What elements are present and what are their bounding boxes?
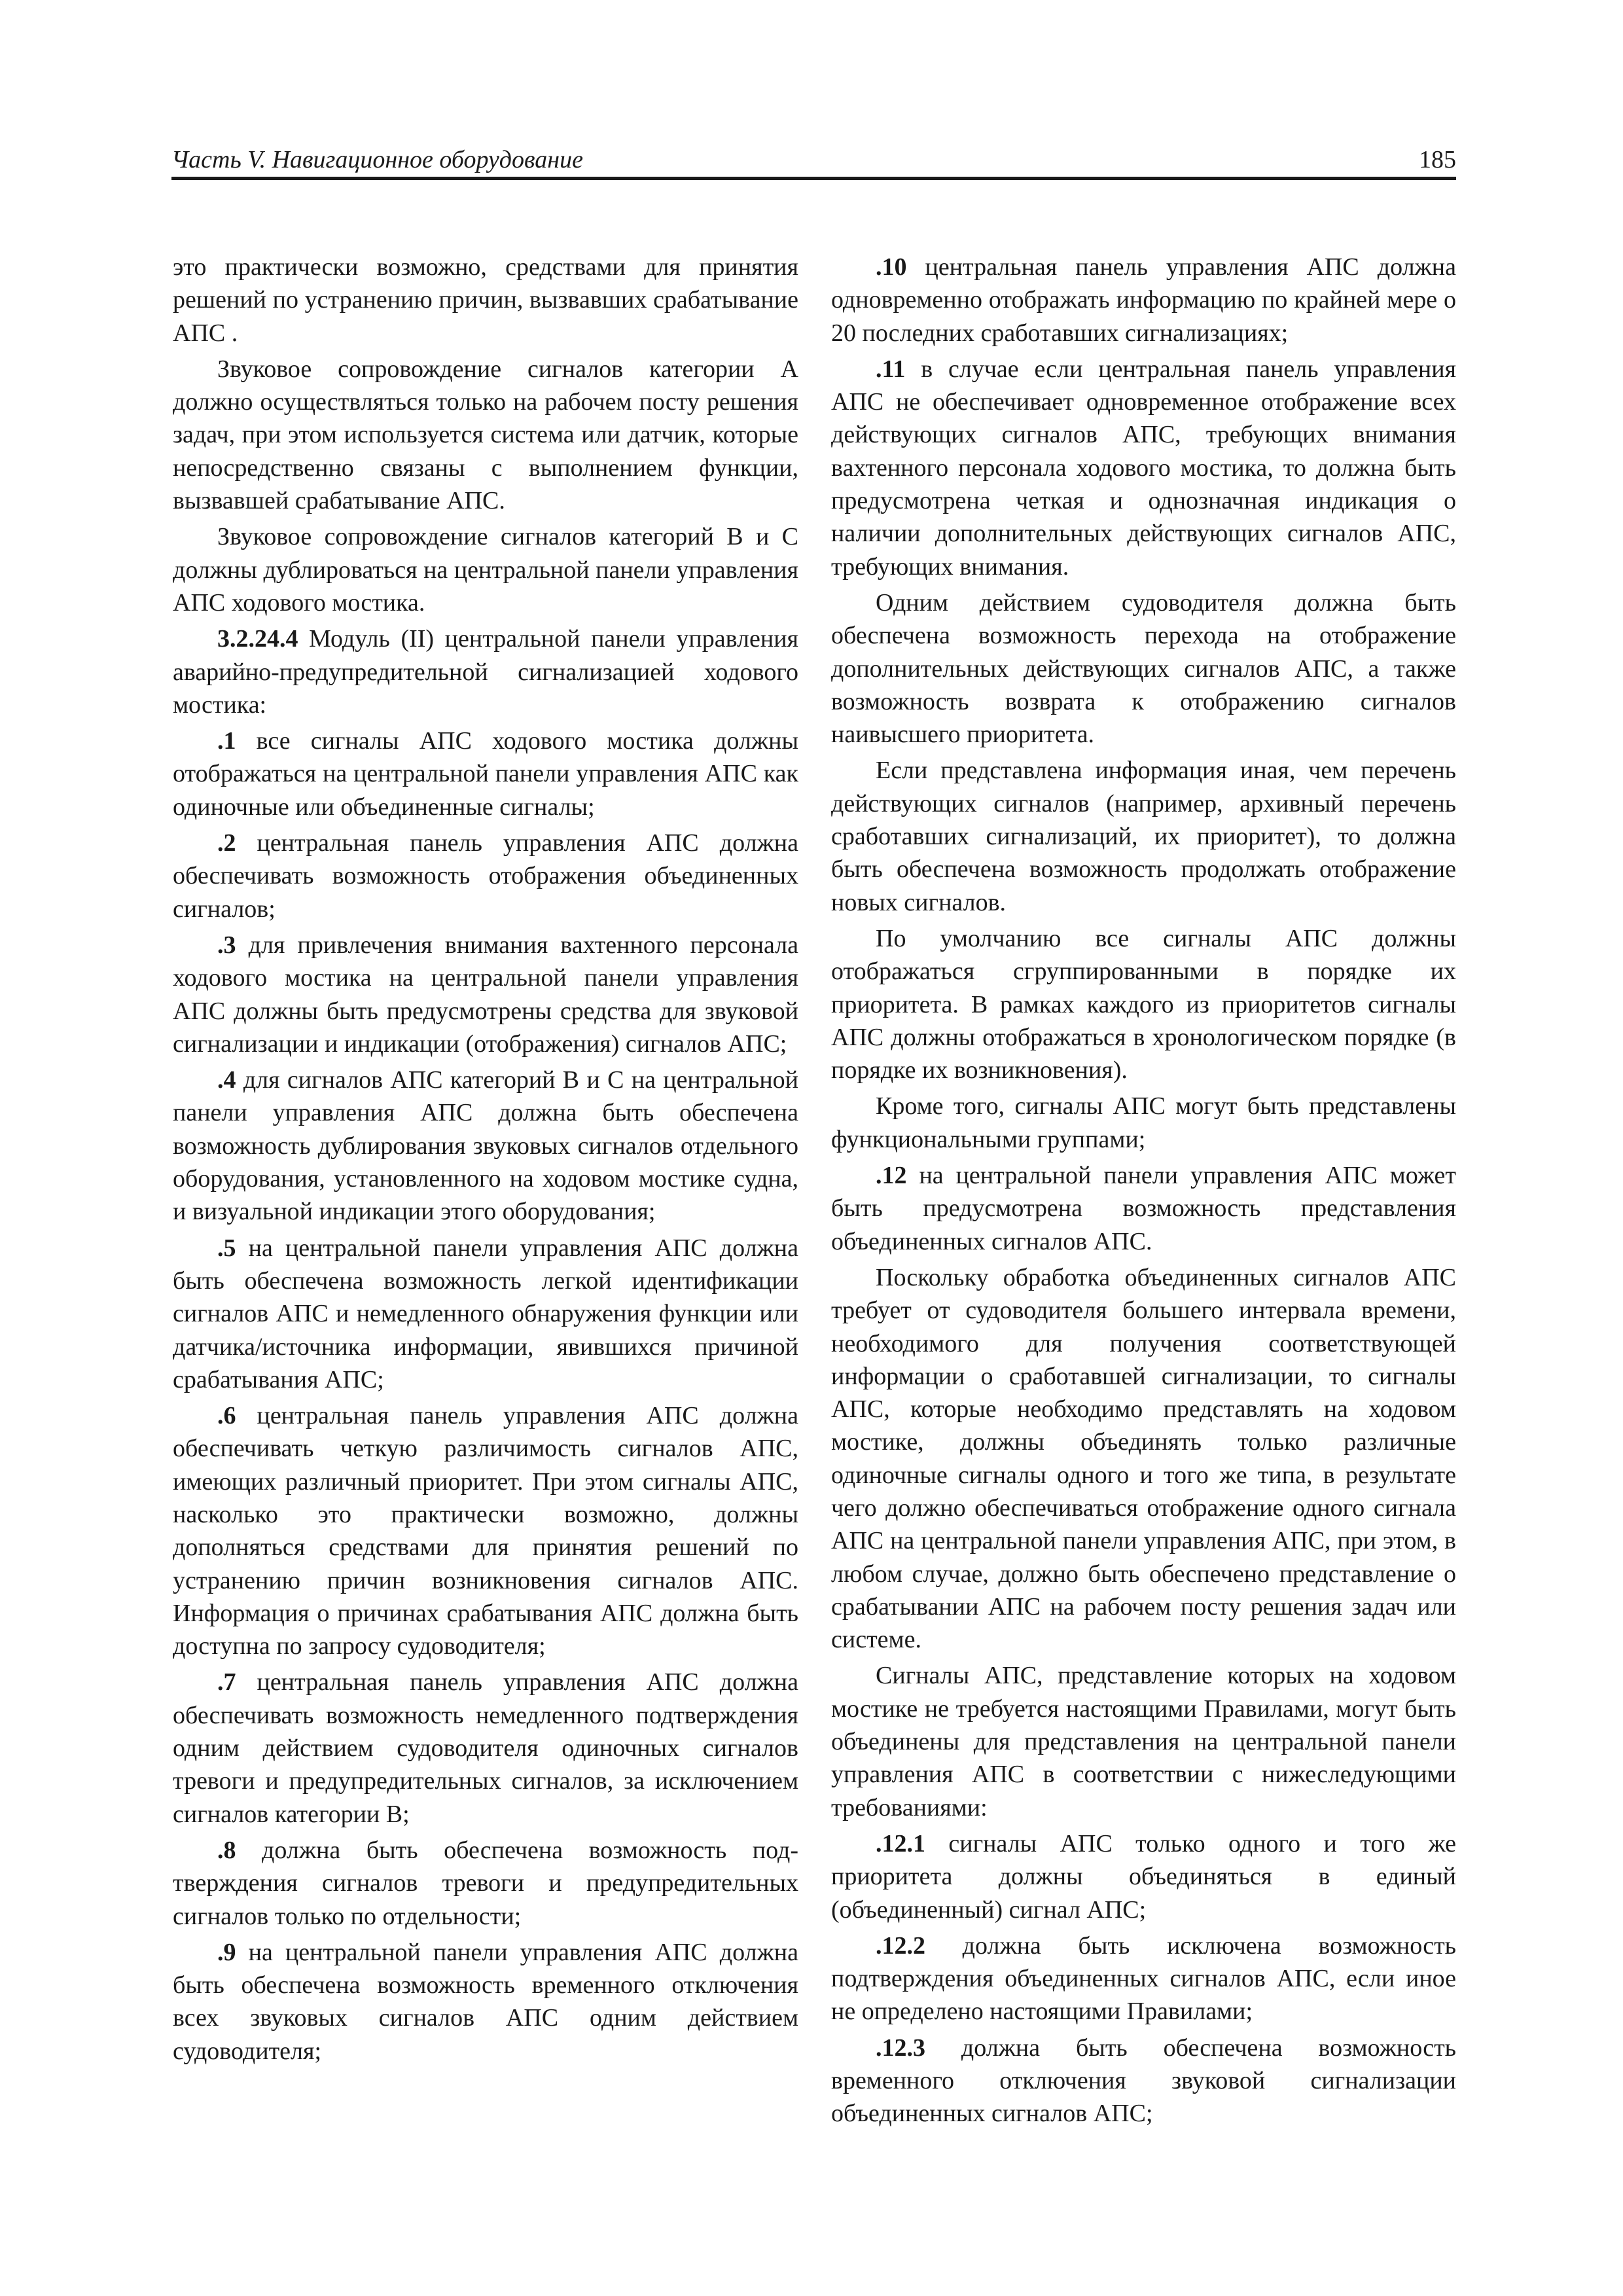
- paragraph: Поскольку обработка объединенных сигналов АПС требует от судоводителя большего интервала времени, необходимого для получения соответствующей информации о сработавшей сигнализации, то сигналы АПС, которые необходимо представлять на ходовом мостике, должны объединять только различные одиночные сигналы одного и того же типа, в результате чего должно обеспечиваться отображение одного сигнала АПС на центральной панели управления АПС, при этом, в любом случае, должно быть обеспечено представление о срабатывании АПС на рабочем посту решения задач или системе.: [831, 1263, 1456, 1654]
- paragraph: Звуковое сопровождение сигналов категорий В и С должны дублироваться на центральной панели управления АПС ходового мостика.: [173, 523, 798, 617]
- list-item: .12.1 сигналы АПС только одного и того же приоритета должны объединяться в единый (объединенный) сигнал АПС;: [831, 1829, 1456, 1924]
- section-heading: 3.2.24.4 Модуль (II) центральной панели управления аварийно-предупредительной сигнализацией ходового мостика:: [173, 625, 799, 719]
- clause-number: .12.3: [876, 2034, 925, 2062]
- header-title: Часть V. Навигационное оборудование: [171, 146, 583, 173]
- paragraph: это практически возможно, средствами для принятия решений по устранению причин, вызвавших срабатывание АПС .: [173, 253, 798, 347]
- right-column: [831, 251, 1456, 2134]
- clause-number: .12: [876, 1162, 907, 1190]
- clause-number: .1: [217, 727, 236, 755]
- list-item: .8 должна быть обеспечена возможность подтверждения сигналов тревоги и предупредительных сигналов только по отдельности;: [173, 1836, 798, 1930]
- clause-number: .10: [876, 253, 907, 281]
- clause-number: .5: [217, 1234, 236, 1262]
- page-number: 185: [1419, 146, 1456, 173]
- list-item: .9 на центральной панели управления АПС должна быть обеспечена возможность временного отключения всех звуковых сигналов АПС одним действием судоводителя;: [173, 1938, 798, 2065]
- paragraph: Сигналы АПС, представление которых на ходовом мостике не требуется настоящими Правилами, могут быть объединены для представления на центральной панели управления АПС в соответствии с нижеследующими требованиями:: [831, 1662, 1456, 1821]
- clause-number: .11: [876, 355, 906, 383]
- list-item: .2 центральная панель управления АПС должна обеспечивать возможность отображения объединенных сигналов;: [173, 829, 798, 923]
- running-header: [171, 139, 1456, 178]
- list-item: .4 для сигналов АПС категорий В и С на центральной панели управления АПС должна быть обеспечена возможность дублирования звуковых сигналов отдельного оборудования, установленного на ходовом мостике судна, и визуальной индикации этого оборудования;: [173, 1066, 799, 1226]
- paragraph: Если представлена информация иная, чем перечень действующих сигналов (например, архивный перечень сработавших сигнализаций, их приоритет), то должна быть обеспечена возможность продолжать отображение новых сигналов.: [831, 757, 1456, 916]
- list-item: .12.3 должна быть обеспечена возможность временного отключения звуковой сигнализации объединенных сигналов АПС;: [831, 2034, 1456, 2128]
- clause-number: .2: [217, 829, 236, 857]
- list-item: .11 в случае если центральная панель управления АПС не обеспечивает одновременное отображение всех действующих сигналов АПС, требующих внимания вахтенного персонала ходового мостика, то должна быть предусмотрена четкая и однозначная индикация о наличии дополнительных действующих сигналов АПС, требующих внимания.: [831, 355, 1457, 581]
- list-item: .6 центральная панель управления АПС должна обеспечивать четкую различимость сигналов АПС, имеющих различный приоритет. При этом сигналы АПС, насколько это практически возможно, должны дополняться средствами для принятия решений по устранению причин возникновения сигналов АПС. Информация о причинах срабатывания АПС должна быть доступна по запросу судоводителя;: [173, 1402, 798, 1660]
- clause-number: .12.2: [876, 1931, 925, 1960]
- paragraph: Кроме того, сигналы АПС могут быть представлены функциональными группами;: [831, 1092, 1456, 1153]
- list-item: .12 на центральной панели управления АПС может быть предусмотрена возможность представления объединенных сигналов АПС.: [831, 1162, 1457, 1255]
- clause-number: .8: [217, 1836, 236, 1864]
- clause-number: .7: [217, 1668, 236, 1696]
- clause-number: .4: [217, 1066, 236, 1094]
- list-item: .10 центральная панель управления АПС должна одновременно отображать информацию по крайней мере о 20 последних сработавших сигнализациях;: [831, 253, 1456, 347]
- list-item: .5 на центральной панели управления АПС должна быть обеспечена возможность легкой идентификации сигналов АПС и немедленного обнаружения функции или датчика/источника информации, явившихся причиной срабатывания АПС;: [173, 1234, 798, 1393]
- clause-number: .3: [217, 931, 236, 959]
- paragraph: По умолчанию все сигналы АПС должны отображаться сгруппированными в порядке их приоритета. В рамках каждого из приоритетов сигналы АПС должны отображаться в хронологическом порядке (в порядке их возникновения).: [831, 924, 1456, 1085]
- paragraph: Одним действием судоводителя должна быть обеспечена возможность перехода на отображение дополнительных действующих сигналов АПС, а также возможность возврата к отображению сигналов наивысшего приоритета.: [831, 588, 1456, 749]
- list-item: .12.2 должна быть исключена возможность подтверждения объединенных сигналов АПС, если иное не определено настоящими Правилами;: [831, 1931, 1456, 2026]
- paragraph: Звуковое сопровождение сигналов категории А должно осуществляться только на рабочем посту решения задач, при этом используется система или датчик, которые непосредственно связаны с выполнением функции, вызвавшей срабатывание АПС.: [173, 355, 798, 515]
- list-item: .3 для привлечения внимания вахтенного персонала ходового мостика на центральной панели управления АПС должны быть предусмотрены средства для звуковой сигнализации и индикации (отображения) сигналов АПС;: [173, 931, 798, 1058]
- list-item: .7 центральная панель управления АПС должна обеспечивать возможность немедленного подтверждения одним действием судоводителя одиночных сигналов тревоги и предупредительных сигналов, за исключением сигналов категории В;: [173, 1668, 798, 1828]
- clause-number: .9: [217, 1938, 236, 1966]
- list-item: .1 все сигналы АПС ходового мостика должны отображаться на центральной панели управления АПС как одиночные или объединенные сигналы;: [173, 727, 798, 821]
- header-rule: [171, 177, 1456, 180]
- clause-number: .6: [217, 1402, 236, 1430]
- clause-number: .12.1: [876, 1829, 925, 1857]
- clause-number: 3.2.24.4: [217, 625, 298, 653]
- left-column: [173, 251, 798, 2071]
